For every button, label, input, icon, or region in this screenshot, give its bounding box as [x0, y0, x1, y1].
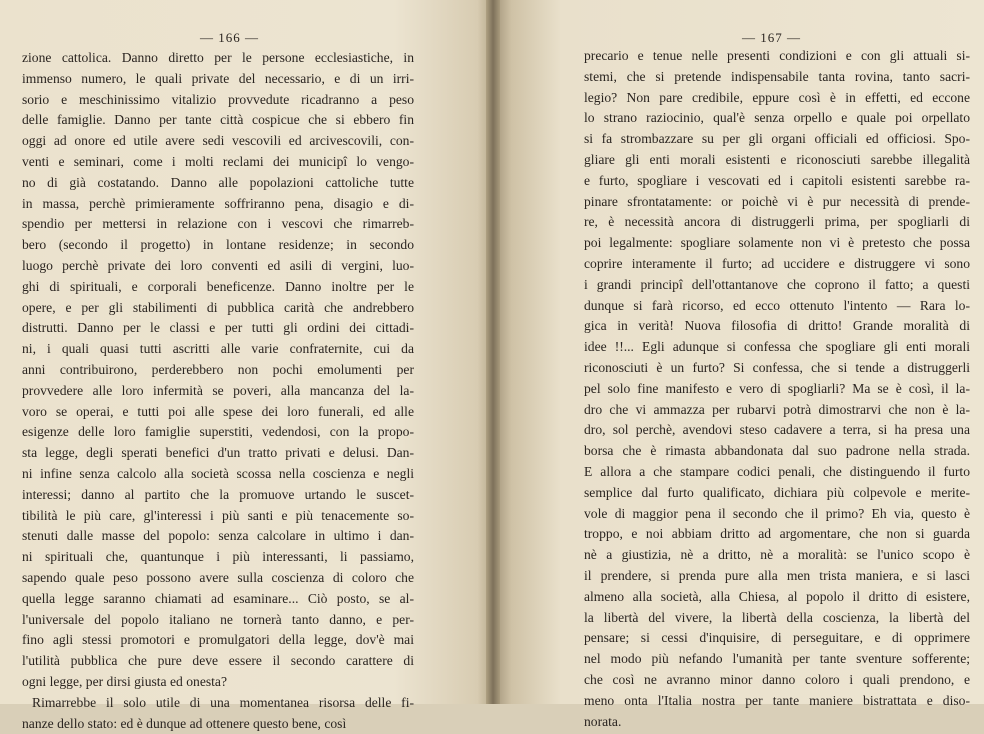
- text-line: spendio per mettersi in relazione con i vescovi che rimarreb-: [22, 214, 414, 235]
- text-line: che così ne avranno minor danno coloro i quali prendono, e: [584, 670, 970, 691]
- text-line: interessi; danno al partito che la promuove urtando le suscet-: [22, 485, 414, 506]
- text-line: l'universale del popolo italiano ne tornerà tanto danno, e per-: [22, 610, 414, 631]
- text-line: pel solo fine manifesto e vero di spogliarli? Ma se è così, il la-: [584, 379, 970, 400]
- text-line: poi legalmente: spogliare solamente non vi è pretesto che possa: [584, 233, 970, 254]
- text-line: re, è necessità ancora di distruggerli prima, per spogliarli di: [584, 212, 970, 233]
- text-line: in massa, perchè primieramente soffriranno pena, disagio e di-: [22, 194, 414, 215]
- text-line: tibilità le più care, gl'interessi i più santi e più tenacemente so-: [22, 506, 414, 527]
- right-page-number: — 167 —: [742, 30, 801, 46]
- text-line: anni contribuirono, perderebbero non pochi emolumenti per: [22, 360, 414, 381]
- text-line: precario e tenue nelle presenti condizioni e con gli attuali si-: [584, 46, 970, 67]
- book-gutter: [486, 0, 500, 704]
- left-page-text: [22, 48, 414, 734]
- text-line: pensare; si cessi d'inquisire, di perseguitare, e di opprimere: [584, 628, 970, 649]
- text-line: ni infine senza calcolo alla società scossa nella coscienza e negli: [22, 464, 414, 485]
- text-line: distrutti. Danno per le classi e per tutti gli ordini dei cittadi-: [22, 318, 414, 339]
- text-line: ogni legge, per dirsi giusta ed onesta?: [22, 672, 414, 693]
- text-line: stenuti dalle masse del popolo: senza calcolare in ultimo i dan-: [22, 526, 414, 547]
- text-line: sapendo quale peso possono avere sulla coscienza di coloro che: [22, 568, 414, 589]
- text-line: almeno alla società, alla Chiesa, al popolo il dritto di esistere,: [584, 587, 970, 608]
- text-line: vole di maggior pena il secondo che il primo? Eh via, questo è: [584, 504, 970, 525]
- text-line: l'utilità pubblica che pure deve essere il secondo carattere di: [22, 651, 414, 672]
- text-line: sta legge, degli sperati benefici d'un tratto privati e delusi. Dan-: [22, 443, 414, 464]
- text-line: il prendere, si prenda pure alla men trista maniera, e si lasci: [584, 566, 970, 587]
- text-line: immenso numero, le quali private del necessario, e di un irri-: [22, 69, 414, 90]
- text-line: gliare gli enti morali esistenti e riconosciuti sarebbe illegalità: [584, 150, 970, 171]
- text-line: dro, sol perchè, avendovi steso cadavere a terra, si ha presa una: [584, 420, 970, 441]
- text-line: ni spirituali che, quantunque i più interessanti, li passiamo,: [22, 547, 414, 568]
- left-page: [0, 0, 492, 704]
- text-line: dro che vi ammazza per rubarvi potrà dimostrarvi che non è la-: [584, 400, 970, 421]
- text-line: fino agli stessi promotori e promulgatori della legge, dov'è mai: [22, 630, 414, 651]
- text-line: nanze dello stato: ed è dunque ad ottenere questo bene, così: [22, 714, 414, 734]
- text-line: Rimarrebbe il solo utile di una momentanea risorsa delle fi-: [22, 693, 414, 714]
- text-line: meno onta l'Italia nostra per tante maniere bistrattata e diso-: [584, 691, 970, 712]
- text-line: luogo perchè private dei loro conventi ed asili di vergini, luo-: [22, 256, 414, 277]
- text-line: si fa strombazzare su per gli organi officiali ed officiosi. Spo-: [584, 129, 970, 150]
- left-page-number: — 166 —: [200, 30, 259, 46]
- text-line: venti e seminari, come i molti reclami dei municipî lo vengo-: [22, 152, 414, 173]
- text-line: zione cattolica. Danno diretto per le persone ecclesiastiche, in: [22, 48, 414, 69]
- text-line: troppo, e noi abbiam dritto ad argomentare, che non si guarda: [584, 524, 970, 545]
- text-line: riconosciuti è un furto? Si confessa, che si tende a distruggerli: [584, 358, 970, 379]
- text-line: bero (secondo il progetto) in lontane residenze; in secondo: [22, 235, 414, 256]
- text-line: nè a giustizia, nè a dritto, nè a moralità: se l'unico scopo è: [584, 545, 970, 566]
- text-line: no di già costatando. Danno alle popolazioni cattoliche tutte: [22, 173, 414, 194]
- text-line: idee !!... Egli adunque si confessa che spogliare gli enti morali: [584, 337, 970, 358]
- text-line: nel modo più nefando l'umanità per tante sventure sofferente;: [584, 649, 970, 670]
- text-line: lo strano raziocinio, qual'è senza orpello e quale poi orpellato: [584, 108, 970, 129]
- text-line: gica in verità! Nuova filosofia di dritto! Grande moralità di: [584, 316, 970, 337]
- right-page-text: [584, 46, 970, 732]
- text-line: la libertà del vivere, la libertà della coscienza, la libertà del: [584, 608, 970, 629]
- text-line: ni, i quali quasi tutti ascritti alle varie confraternite, cui da: [22, 339, 414, 360]
- text-line: borsa che è rimasta abbandonata dal suo padrone nella strada.: [584, 441, 970, 462]
- text-line: semplice dal furto qualificato, dichiara più colpevole e merite-: [584, 483, 970, 504]
- text-line: delle famiglie. Danno per tante città cospicue che si ebbero fin: [22, 110, 414, 131]
- text-line: provvedere alle loro infermità se poveri, alla mancanza del la-: [22, 381, 414, 402]
- text-line: ghi di spirituali, e corporali beneficenze. Danno inoltre per le: [22, 277, 414, 298]
- text-line: pinare sfrontatamente: or poichè vi è pur necessità di prende-: [584, 192, 970, 213]
- text-line: quella legge saranno chiamati ad esaminare... Ciò posto, se al-: [22, 589, 414, 610]
- text-line: e furto, spogliare i vescovati ed i capitoli esistenti sarebbe ra-: [584, 171, 970, 192]
- text-line: opere, e per gli stabilimenti di pubblica carità che andrebbero: [22, 298, 414, 319]
- text-line: dunque si farà ricorso, ed ecco ottenuto l'intento — Rara lo-: [584, 296, 970, 317]
- text-line: legio? Non pare credibile, eppure così è in effetti, ed eccone: [584, 88, 970, 109]
- text-line: esigenze delle loro famiglie superstiti, vedendosi, con la propo-: [22, 422, 414, 443]
- text-line: E allora a che stampare codici penali, che distinguendo il furto: [584, 462, 970, 483]
- text-line: stemi, che si pretende indispensabile tanta rovina, tanto sacri-: [584, 67, 970, 88]
- text-line: coprire interamente il furto; ad uccidere e distruggere vi sono: [584, 254, 970, 275]
- text-line: oggi ad onore ed utile avere sedi vescovili ed arcivescovili, con-: [22, 131, 414, 152]
- text-line: norata.: [584, 712, 970, 733]
- text-line: voro se operai, e tutti poi alle spese dei loro funerali, ed alle: [22, 402, 414, 423]
- right-page: [492, 0, 984, 704]
- text-line: sorio e meschinissimo vitalizio provvedute ricadranno a peso: [22, 90, 414, 111]
- text-line: i grandi principî dell'ottantanove che coprono il fatto; a questi: [584, 275, 970, 296]
